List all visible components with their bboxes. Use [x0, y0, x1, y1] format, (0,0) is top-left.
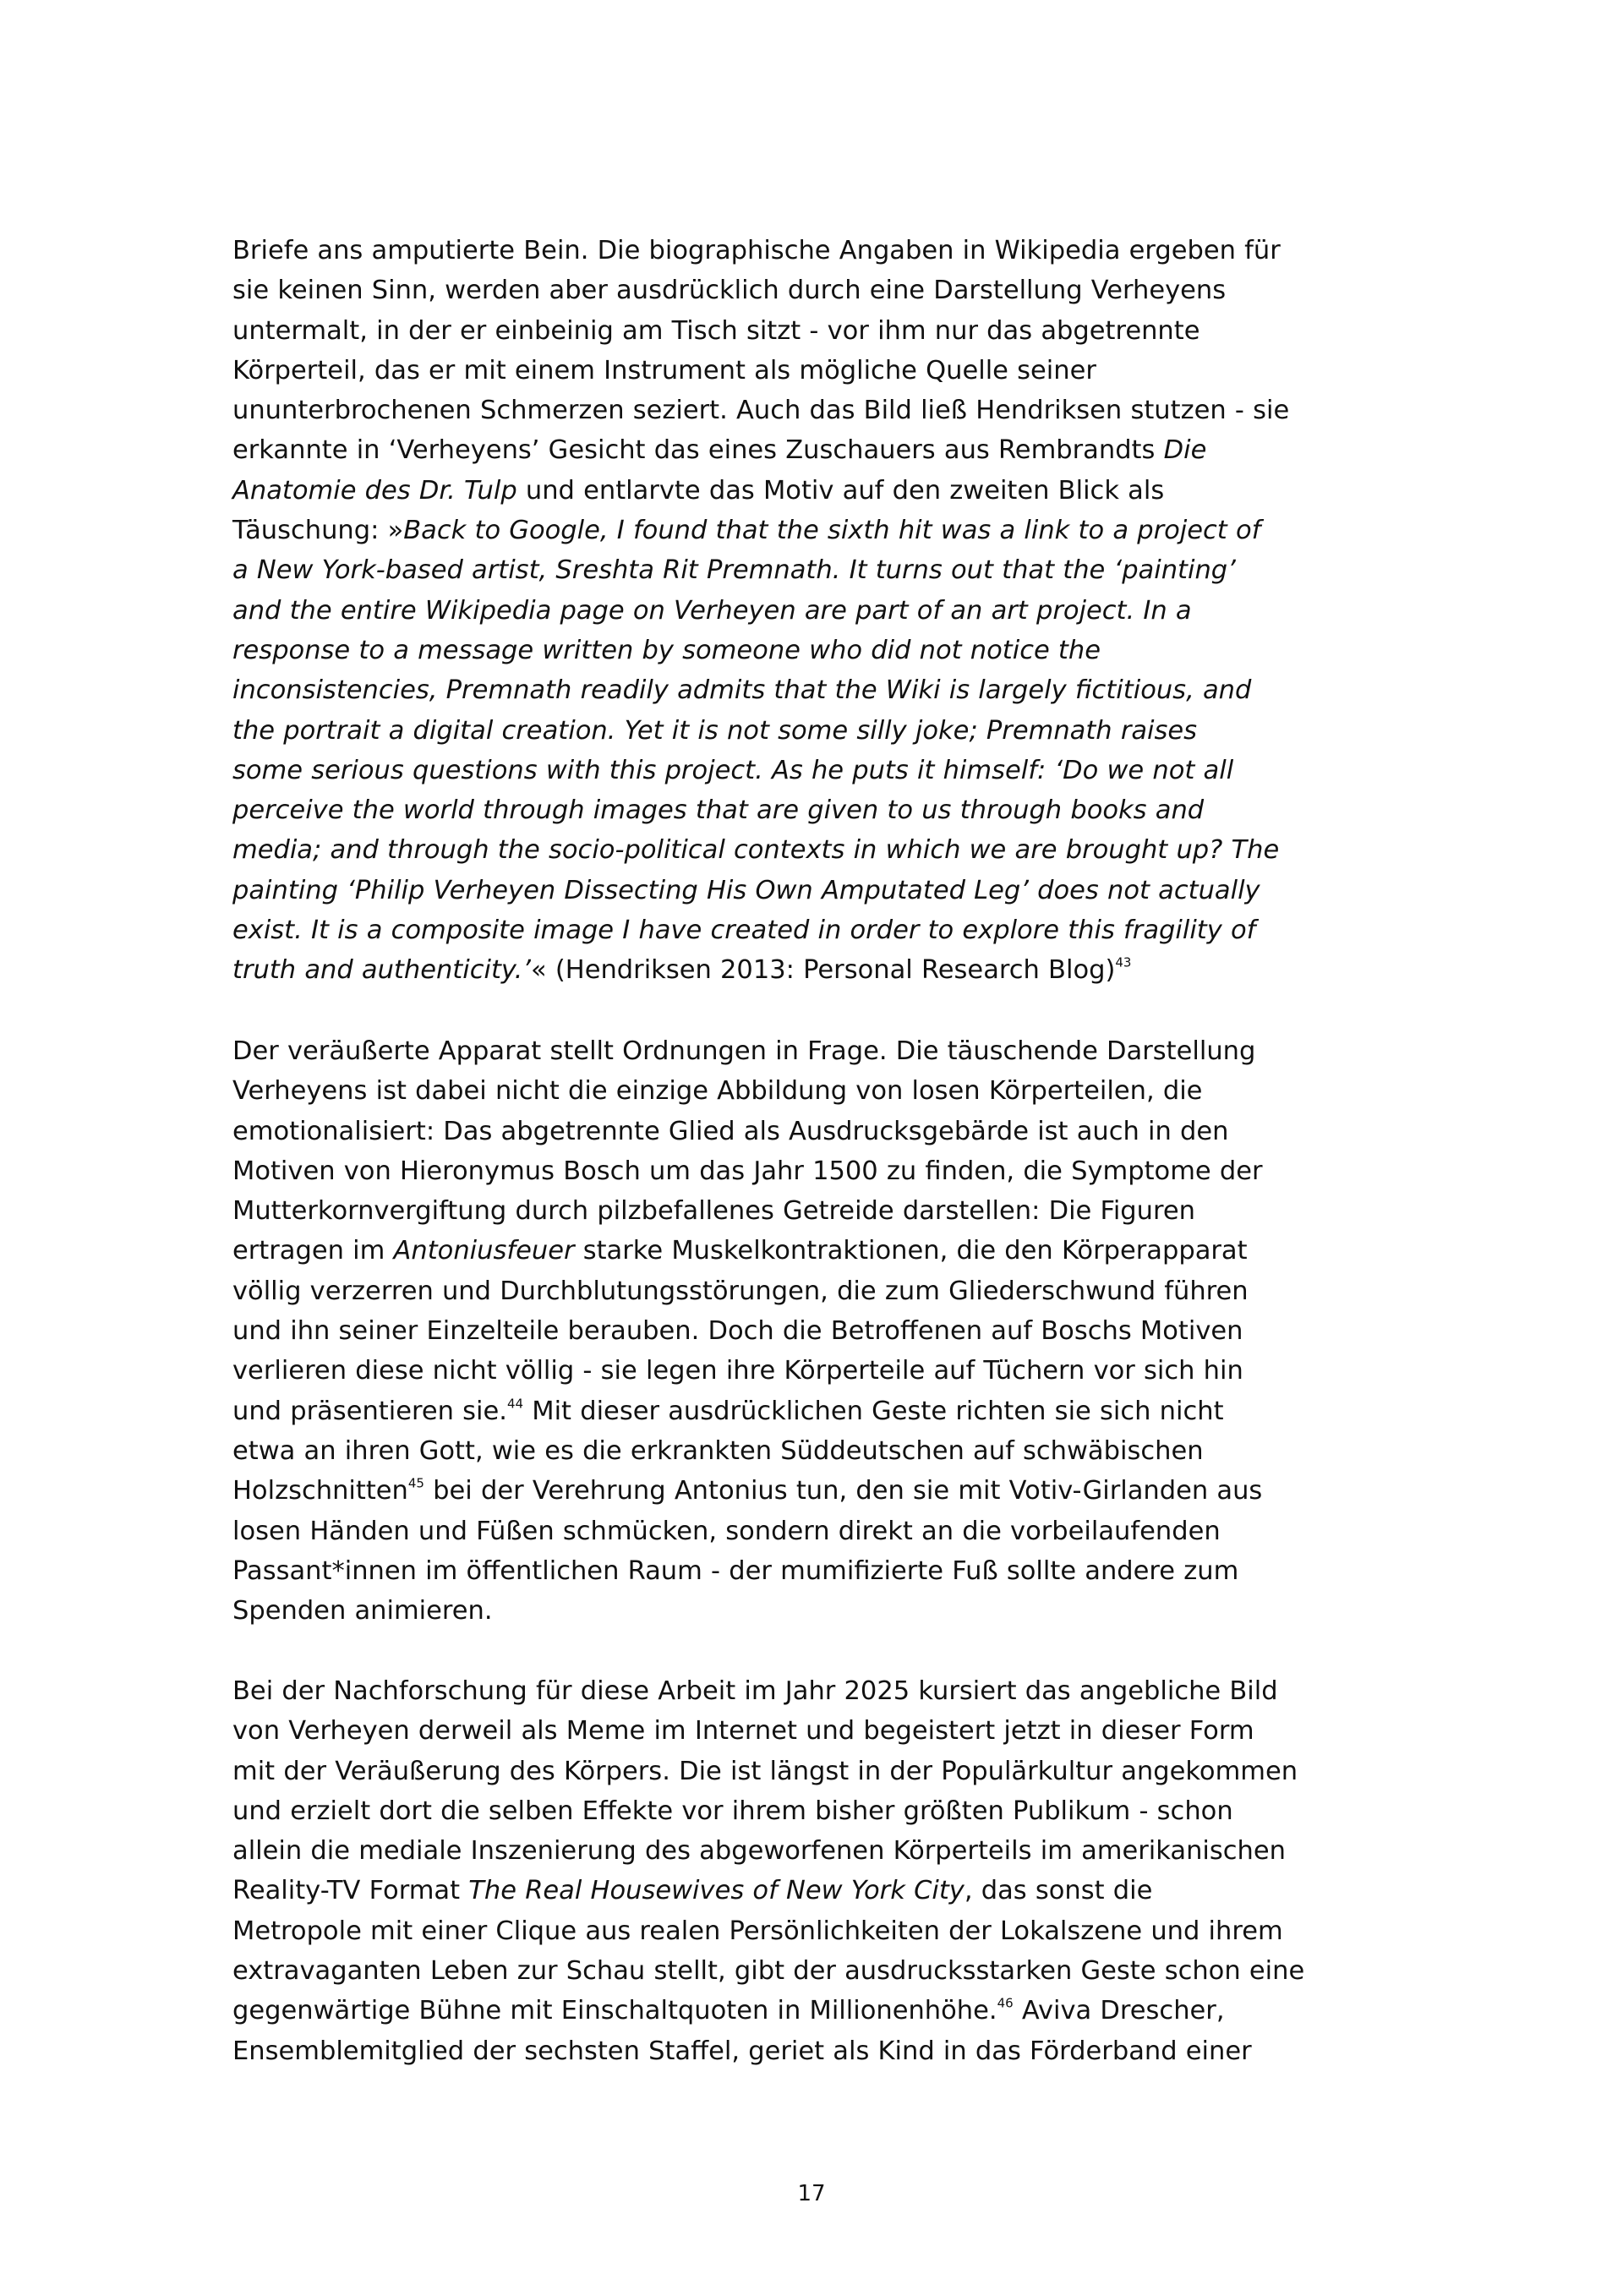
quote-line	[232, 631, 1399, 670]
footnote-ref-44[interactable]: 44	[506, 1396, 524, 1412]
text-line: allein die mediale Inszenierung des abgeworfenen Körperteils im amerikanischen	[232, 1836, 1286, 1867]
text-line: und erzielt dort die selben Effekte vor ihrem bisher größten Publikum - schon	[232, 1796, 1233, 1826]
text-line: Metropole mit einer Clique aus realen Persönlichkeiten der Lokalszene und ihrem	[232, 1916, 1283, 1946]
text-run: Aviva Drescher,	[1013, 1996, 1225, 2026]
text-line: Bei der Nachforschung für diese Arbeit im Jahr 2025 kursiert das angebliche Bild	[232, 1676, 1278, 1706]
quote-text: a New York-based artist, Sreshta Rit Premnath. It turns out that the ‘painting’	[232, 555, 1236, 586]
quote-line	[232, 790, 1399, 830]
quote-text: some serious questions with this project. As he puts it himself: ‘Do we not all	[232, 755, 1234, 785]
text-line	[232, 511, 1399, 550]
quote-line	[232, 711, 1399, 751]
text-line	[232, 1991, 1399, 2031]
footnote-ref-45[interactable]: 45	[407, 1475, 424, 1491]
text-line	[232, 1871, 1399, 1911]
quote-text: painting ‘Philip Verheyen Dissecting His Own Amputated Leg’ does not actually	[232, 875, 1260, 905]
text-line	[232, 1471, 1399, 1511]
artwork-title: Antoniusfeuer	[393, 1236, 575, 1266]
text-line: emotionalisiert: Das abgetrennte Glied als Ausdrucksgebärde ist auch in den	[232, 1116, 1229, 1146]
text-line	[232, 1231, 1399, 1271]
text-line: etwa an ihren Gott, wie es die erkrankten Süddeutschen auf schwäbischen	[232, 1435, 1204, 1466]
text-line: sie keinen Sinn, werden aber ausdrücklich durch eine Darstellung Verheyens	[232, 276, 1227, 306]
quote-text: perceive the world through images that are given to us through books and	[232, 795, 1205, 826]
text-line: Der veräußerte Apparat stellt Ordnungen in Frage. Die täuschende Darstellung	[232, 1036, 1256, 1066]
artwork-title: Die	[1163, 435, 1207, 466]
text-line	[232, 950, 1399, 990]
text-run: gegenwärtige Bühne mit Einschaltquoten in Millionenhöhe.	[232, 1996, 997, 2026]
quote-text: media; and through the socio-political contexts in which we are brought up? The	[232, 835, 1280, 866]
quote-text: truth and authenticity.’	[232, 955, 532, 986]
paragraph-2	[232, 1031, 1399, 1631]
text-line: Passant*innen im öffentlichen Raum - der mumifizierte Fuß sollte andere zum	[232, 1555, 1239, 1586]
text-line: Ensemblemitglied der sechsten Staffel, geriet als Kind in das Förderband einer	[232, 2036, 1252, 2066]
quote-line	[232, 751, 1399, 790]
text-line: Spenden animieren.	[232, 1596, 493, 1626]
artwork-title: Anatomie des Dr. Tulp	[232, 475, 517, 506]
quote-line	[232, 871, 1399, 910]
text-line: mit der Veräußerung des Körpers. Die ist längst in der Populärkultur angekommen	[232, 1756, 1298, 1786]
text-line: von Verheyen derweil als Meme im Internet und begeistert jetzt in dieser Form	[232, 1716, 1254, 1747]
quote-line	[232, 550, 1399, 590]
text-line: Verheyens ist dabei nicht die einzige Abbildung von losen Körperteilen, die	[232, 1076, 1203, 1107]
text-line: losen Händen und Füßen schmücken, sondern direkt an die vorbeilaufenden	[232, 1516, 1221, 1546]
footnote-ref-46[interactable]: 46	[997, 1995, 1014, 2011]
text-line: extravaganten Leben zur Schau stellt, gibt der ausdrucksstarken Geste schon eine	[232, 1956, 1305, 1987]
text-line: Briefe ans amputierte Bein. Die biographische Angaben in Wikipedia ergeben für	[232, 236, 1281, 265]
text-run: Mit dieser ausdrücklichen Geste richten sie sich nicht	[523, 1396, 1224, 1426]
text-line: und ihn seiner Einzelteile berauben. Doch die Betroffenen auf Boschs Motiven	[232, 1316, 1243, 1347]
quote-line	[232, 670, 1399, 710]
quote-text: exist. It is a composite image I have created in order to explore this fragility of	[232, 916, 1256, 946]
text-line	[232, 430, 1399, 470]
quote-text: inconsistencies, Premnath readily admits that the Wiki is largely fictitious, and	[232, 675, 1252, 706]
quote-text: Back to Google, I found that the sixth hit was a link to a project of	[403, 516, 1261, 546]
text-run: Täuschung: »	[232, 516, 404, 546]
paragraph-3	[232, 1671, 1399, 2071]
text-run: ertragen im	[232, 1236, 394, 1266]
text-run: und präsentieren sie.	[232, 1396, 507, 1426]
show-title: The Real Housewives of New York City	[468, 1876, 965, 1906]
text-line: völlig verzerren und Durchblutungsstörungen, die zum Gliederschwund führen	[232, 1276, 1249, 1306]
quote-line	[232, 591, 1399, 631]
text-line	[232, 471, 1399, 511]
text-run: erkannte in ‘Verheyens’ Gesicht das eines Zuschauers aus Rembrandts	[232, 435, 1164, 466]
text-run: und entlarvte das Motiv auf den zweiten Blick als	[516, 475, 1165, 506]
text-run: , das sonst die	[964, 1876, 1153, 1906]
citation: « (Hendriksen 2013: Personal Research Blog)	[531, 955, 1116, 986]
text-line: untermalt, in der er einbeinig am Tisch sitzt - vor ihm nur das abgetrennte	[232, 315, 1200, 346]
text-line	[232, 1391, 1399, 1431]
text-run: bei der Verehrung Antonius tun, den sie mit Votiv-Girlanden aus	[424, 1476, 1263, 1506]
quote-line	[232, 830, 1399, 870]
page-number: 17	[797, 2181, 826, 2206]
text-line: Motiven von Hieronymus Bosch um das Jahr 1500 zu finden, die Symptome der	[232, 1156, 1263, 1186]
text-line: Körperteil, das er mit einem Instrument als mögliche Quelle seiner	[232, 355, 1096, 385]
quote-text: and the entire Wikipedia page on Verheyen are part of an art project. In a	[232, 595, 1192, 626]
quote-text: the portrait a digital creation. Yet it is not some silly joke; Premnath raises	[232, 715, 1198, 746]
quote-line	[232, 910, 1399, 950]
paragraph-1	[232, 231, 1399, 991]
footnote-ref-43[interactable]: 43	[1115, 954, 1132, 970]
text-line: Mutterkornvergiftung durch pilzbefallenes Getreide darstellen: Die Figuren	[232, 1196, 1195, 1227]
quote-text: response to a message written by someone who did not notice the	[232, 635, 1101, 665]
text-run: starke Muskelkontraktionen, die den Körperapparat	[574, 1236, 1248, 1266]
text-run: Reality-TV Format	[232, 1876, 469, 1906]
text-line: verlieren diese nicht völlig - sie legen ihre Körperteile auf Tüchern vor sich hin	[232, 1356, 1243, 1386]
text-line: ununterbrochenen Schmerzen seziert. Auch das Bild ließ Hendriksen stutzen - sie	[232, 396, 1290, 426]
text-run: Holzschnitten	[232, 1476, 408, 1506]
